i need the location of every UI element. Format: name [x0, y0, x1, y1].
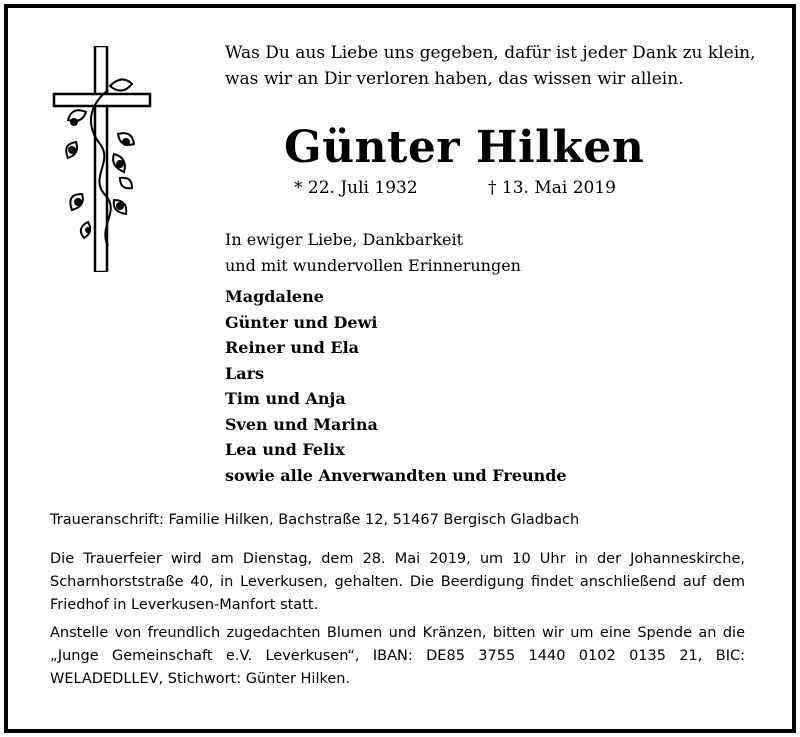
- poem-line-1: Was Du aus Liebe uns gegeben, dafür ist jeder Dank zu klein,: [225, 43, 756, 63]
- cross-with-ivy-icon: [48, 46, 158, 272]
- family-member: sowie alle Anverwandten und Freunde: [225, 465, 567, 485]
- family-member: Tim und Anja: [225, 389, 346, 408]
- death-date: † 13. Mai 2019: [488, 178, 616, 198]
- family-member: Magdalene: [225, 287, 324, 306]
- family-member: Lars: [225, 363, 265, 383]
- deceased-name: Günter Hilken: [284, 122, 645, 173]
- intro-line-1: In ewiger Liebe, Dankbarkeit: [225, 230, 464, 249]
- family-member: Lea und Felix: [225, 440, 345, 459]
- mourning-address: Traueranschrift: Familie Hilken, Bachstraße 12, 51467 Bergisch Gladbach: [50, 512, 580, 528]
- funeral-details-paragraph: Die Trauerfeier wird am Dienstag, dem 28. Mai 2019, um 10 Uhr in der Johanneskirche, Scharnhorststraße 40, in Leverkusen, gehalten. Die Beerdigung findet anschließend auf dem Friedhof in Leverkusen-Manfort statt.: [50, 551, 745, 613]
- donation-paragraph: Anstelle von freundlich zugedachten Blumen und Kränzen, bitten wir um eine Spende an die „Junge Gemeinschaft e.V. Leverkusen“, IBAN: DE85 3755 1440 0102 0135 21, BIC: WELADEDLLEV, Stichwort: Günter Hilken.: [50, 625, 745, 687]
- family-member: Günter und Dewi: [225, 312, 378, 332]
- birth-date: * 22. Juli 1932: [294, 178, 418, 198]
- family-member: Reiner und Ela: [225, 338, 360, 357]
- poem-line-2: was wir an Dir verloren haben, das wissen wir allein.: [225, 69, 684, 89]
- memorial-poem: [225, 40, 756, 92]
- intro-text: [225, 227, 521, 279]
- family-member: Sven und Marina: [225, 414, 378, 434]
- intro-line-2: und mit wundervollen Erinnerungen: [225, 256, 521, 275]
- family-list: [225, 284, 567, 488]
